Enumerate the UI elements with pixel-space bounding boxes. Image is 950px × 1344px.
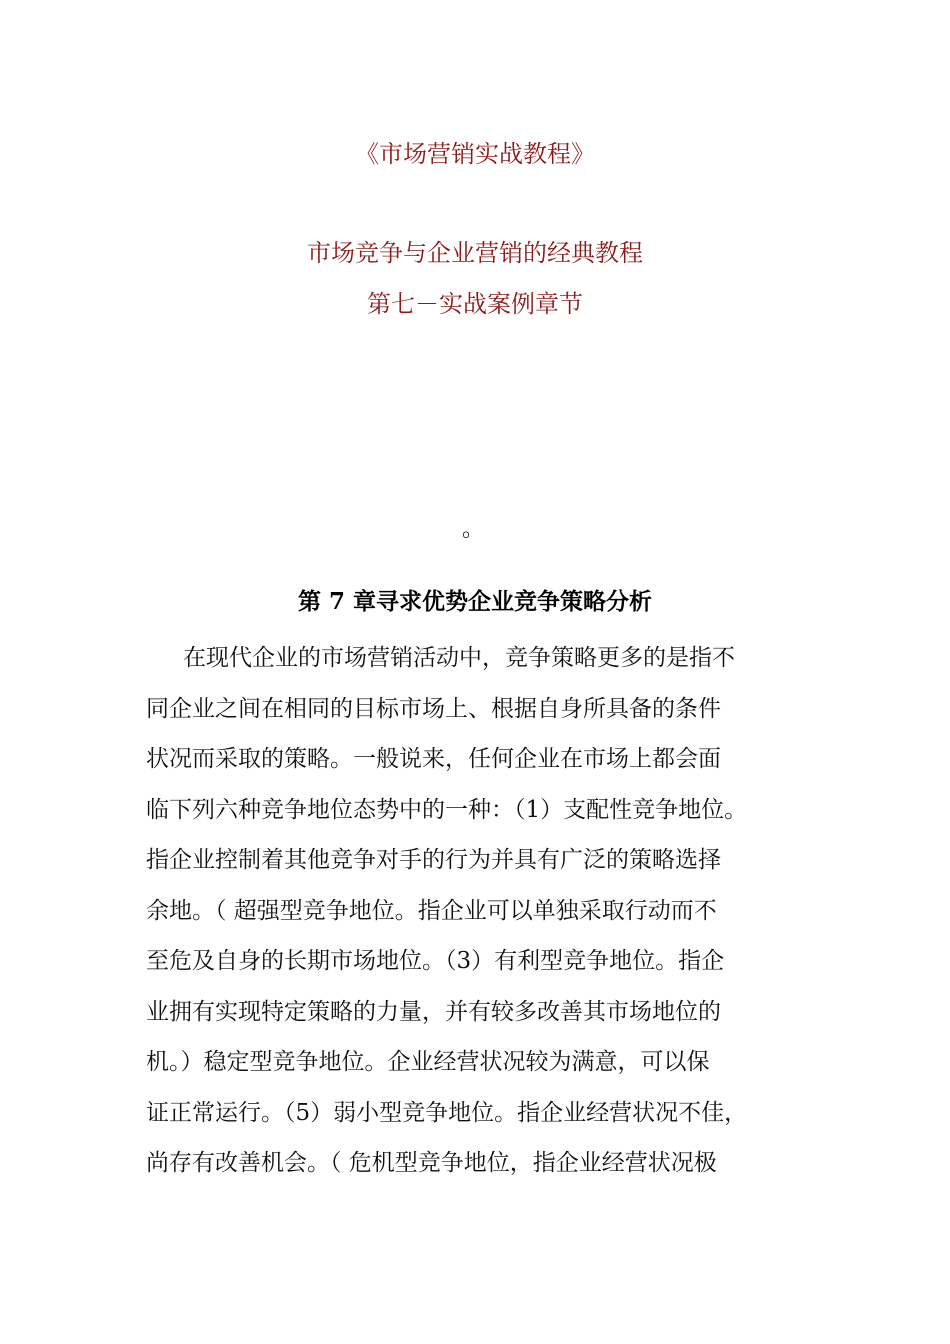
body-line: 余地。（ 超强型竞争地位。指企业可以单独采取行动而不 [146,897,717,924]
body-line: 尚存有改善机会。（ 危机型竞争地位，指企业经营状况极 [146,1150,717,1176]
body-line: 在现代企业的市场营销活动中，竞争策略更多的是指不 [183,645,735,671]
subtitle-line-2: 第七－实战案例章节 [367,290,583,318]
body-line: 业拥有实现特定策略的力量，并有较多改善其市场地位的 [146,998,721,1025]
chapter-heading: 第 7 章寻求优势企业竞争策略分析 [297,588,653,615]
body-line: 临下列六种竞争地位态势中的一种：（1）支配性竞争地位。 [146,796,748,823]
body-line: 指企业控制着其他竞争对手的行为并具有广泛的策略选择 [146,847,721,873]
book-title: 《市场营销实战教程》 [355,140,595,168]
body-line: 证正常运行。（5）弱小型竞争地位。指企业经营状况不佳， [146,1099,748,1126]
body-line: 至危及自身的长期市场地位。（3）有利型竞争地位。指企 [146,948,725,974]
body-line: 同企业之间在相同的目标市场上、根据自身所具备的条件 [146,695,721,722]
separator-mark: 。 [462,517,485,542]
body-line: 机。）稳定型竞争地位。企业经营状况较为满意，可以保 [146,1049,710,1075]
body-line: 状况而采取的策略。一般说来，任何企业在市场上都会面 [146,746,721,772]
subtitle-line-1: 市场竞争与企业营销的经典教程 [307,239,643,267]
body-paragraph [146,633,826,1189]
